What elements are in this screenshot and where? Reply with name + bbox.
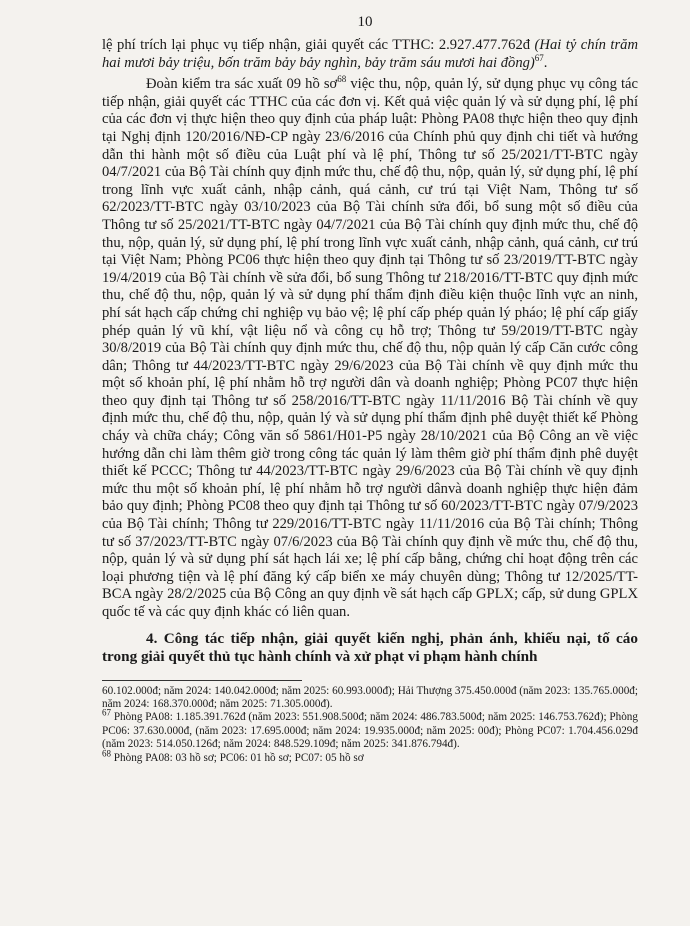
fee-amount-in-words: (Hai tỷ chín trăm hai mươi bảy triệu, bốn trăm bảy bảy nghìn, bảy trăm sáu mươi hai đồng) xyxy=(102,37,638,71)
footnote-68 xyxy=(102,747,638,765)
page-number: 10 xyxy=(357,14,373,30)
inspection-lead: Đoàn kiểm tra sác xuất 09 hồ sơ xyxy=(146,76,338,93)
footnote-ref-67[interactable]: 67 xyxy=(534,52,544,63)
footnote-67 xyxy=(102,707,638,751)
footnote-ref-68[interactable]: 68 xyxy=(337,74,347,85)
footnotes xyxy=(102,685,638,765)
footnote-number-67: 67 xyxy=(102,707,111,718)
sentence-end: . xyxy=(543,54,548,71)
footnote-67-text: Phòng PA08: 1.185.391.762đ (năm 2023: 551.908.500đ; năm 2024: 486.783.500đ; năm 2025: 146.753.762đ); Phòng PC06: 37.630.000đ, (năm 2023: 17.695.000đ; năm 2024: 19.935.000đ; năm 2025: 00đ); Phòng PC07: 1.704.456.029đ (năm 2023: 514.050.126đ; năm 2024: 848.529.109đ; năm 2025: 341.876.794đ). xyxy=(102,711,638,751)
fee-retention-text: lệ phí trích lại phục vụ tiếp nhận, giải quyết các TTHC: 2.927.477.762đ xyxy=(102,37,535,53)
footnote-continuation: 60.102.000đ; năm 2024: 140.042.000đ; năm 2025: 60.993.000đ); Hải Thượng 375.450.000đ (năm 2023: 135.765.000đ; năm 2024: 168.370.000đ; năm 2025: 71.305.000đ). xyxy=(102,684,638,710)
body-text xyxy=(102,37,638,666)
footnote-number-68: 68 xyxy=(102,747,111,758)
footnote-68-text: Phòng PA08: 03 hồ sơ; PC06: 01 hồ sơ; PC07: 05 hồ sơ xyxy=(111,751,364,764)
footnote-divider xyxy=(102,680,302,681)
section-heading-4: 4. Công tác tiếp nhận, giải quyết kiến nghị, phản ánh, khiếu nại, tố cáo trong giải quyết thủ tục hành chính và xử phạt vi phạm hành chính xyxy=(102,629,638,665)
inspection-text: việc thu, nộp, quản lý, sử dụng phục vụ công tác tiếp nhận, giải quyết các TTHC của các đơn vị. Kết quả việc quản lý và sử dụng phí, lệ phí của các đơn vị thực hiện theo quy định của pháp luật: Phòng PA08 thực hiện theo quy định tại Nghị định 120/2016/NĐ-CP ngày 23/6/2016 của Chính phủ quy định chi tiết và hướng dẫn thi hành một số điều của Luật phí và lệ phí, Thông tư số 25/2021/TT-BTC ngày 04/7/2021 của Bộ Tài chính quy định mức thu, chế độ thu, nộp, quản lý, sử dụng phí, lệ phí trong lĩnh vực xuất cảnh, nhập cảnh, quá cảnh, cư trú tại Việt Nam, Thông tư số 62/2023/TT-BTC ngày 03/10/2023 của Bộ Tài chính sửa đổi, bổ sung một số điều của Thông tư số 25/2021/TT-BTC ngày 04/7/2021 của Bộ Tài chính quy định mức thu, chế độ thu, nộp, quản lý, sử dụng phí, lệ phí trong lĩnh vực xuất cảnh, nhập cảnh, quá cảnh, cư trú tại Việt Nam; Phòng PC06 thực hiện theo quy định tại Thông tư số 23/2019/TT-BTC ngày 19/4/2019 của Bộ Tài chính về sửa đổi, bổ sung Thông tư 218/2016/TT-BTC quy định mức thu, chế độ thu, nộp, quản lý và sử dụng phí thẩm định điều kiện thuộc lĩnh vực an ninh, phí sát hạch cấp chứng chỉ nghiệp vụ bảo vệ; lệ phí cấp phép quản lý pháo; lệ phí cấp giấy phép quản lý vũ khí, vật liệu nổ và công cụ hỗ trợ; Thông tư 59/2019/TT-BTC ngày 30/8/2019 của Bộ Tài chính quy định mức thu, chế độ thu, nộp quản lý cấp Căn cước công dân; Thông tư 44/2023/TT-BTC ngày 29/6/2023 của Bộ Tài chính về quy định mức thu một số khoản phí, lệ phí nhằm hỗ trợ người dân và doanh nghiệp; Phòng PC07 thực hiện theo quy định tại Thông tư số 258/2016/TT-BTC ngày 11/11/2016 Bộ Tài chính về quy định mức thu, chế độ thu, nộp, quản lý và sử dụng phí thẩm định phê duyệt thiết kế Phòng cháy và chữa cháy; Công văn số 5861/H01-P5 ngày 28/10/2021 của Bộ Công an về việc hướng dẫn chi làm thêm giờ trong công tác quản lý làm thêm giờ phí thẩm định phê duyệt thiết kế PCCC; Thông tư 44/2023/TT-BTC ngày 29/6/2023 của Bộ Tài chính về quy định mức thu một số khoản phí, lệ phí nhằm hỗ trợ người dânvà doanh nghiệp thực hiện đảm bảo quy định; Phòng PC08 theo quy định tại Thông tư số 60/2023/TT-BTC ngày 07/9/2023 của Bộ Tài chính; Thông tư 229/2016/TT-BTC ngày 11/11/2016 của Bộ Tài chính; Thông tư số 37/2023/TT-BTC ngày 07/6/2023 của Bộ Tài chính quy định về mức thu, chế độ thu, nộp, quản lý và sử dụng phí sát hạch lái xe; lệ phí cấp bằng, chứng chỉ hoạt động trên các loại phương tiện và lệ phí đăng ký cấp biển xe máy chuyên dùng; Thông tư 12/2025/TT-BCA ngày 28/2/2025 của Bộ Công an quy định về sát hạch cấp GPLX; cấp, sử dung GPLX quốc tế và các quy định khác có liên quan. xyxy=(102,76,638,620)
paragraph-inspection-result xyxy=(102,76,638,621)
paragraph-fee-retention xyxy=(102,37,638,72)
